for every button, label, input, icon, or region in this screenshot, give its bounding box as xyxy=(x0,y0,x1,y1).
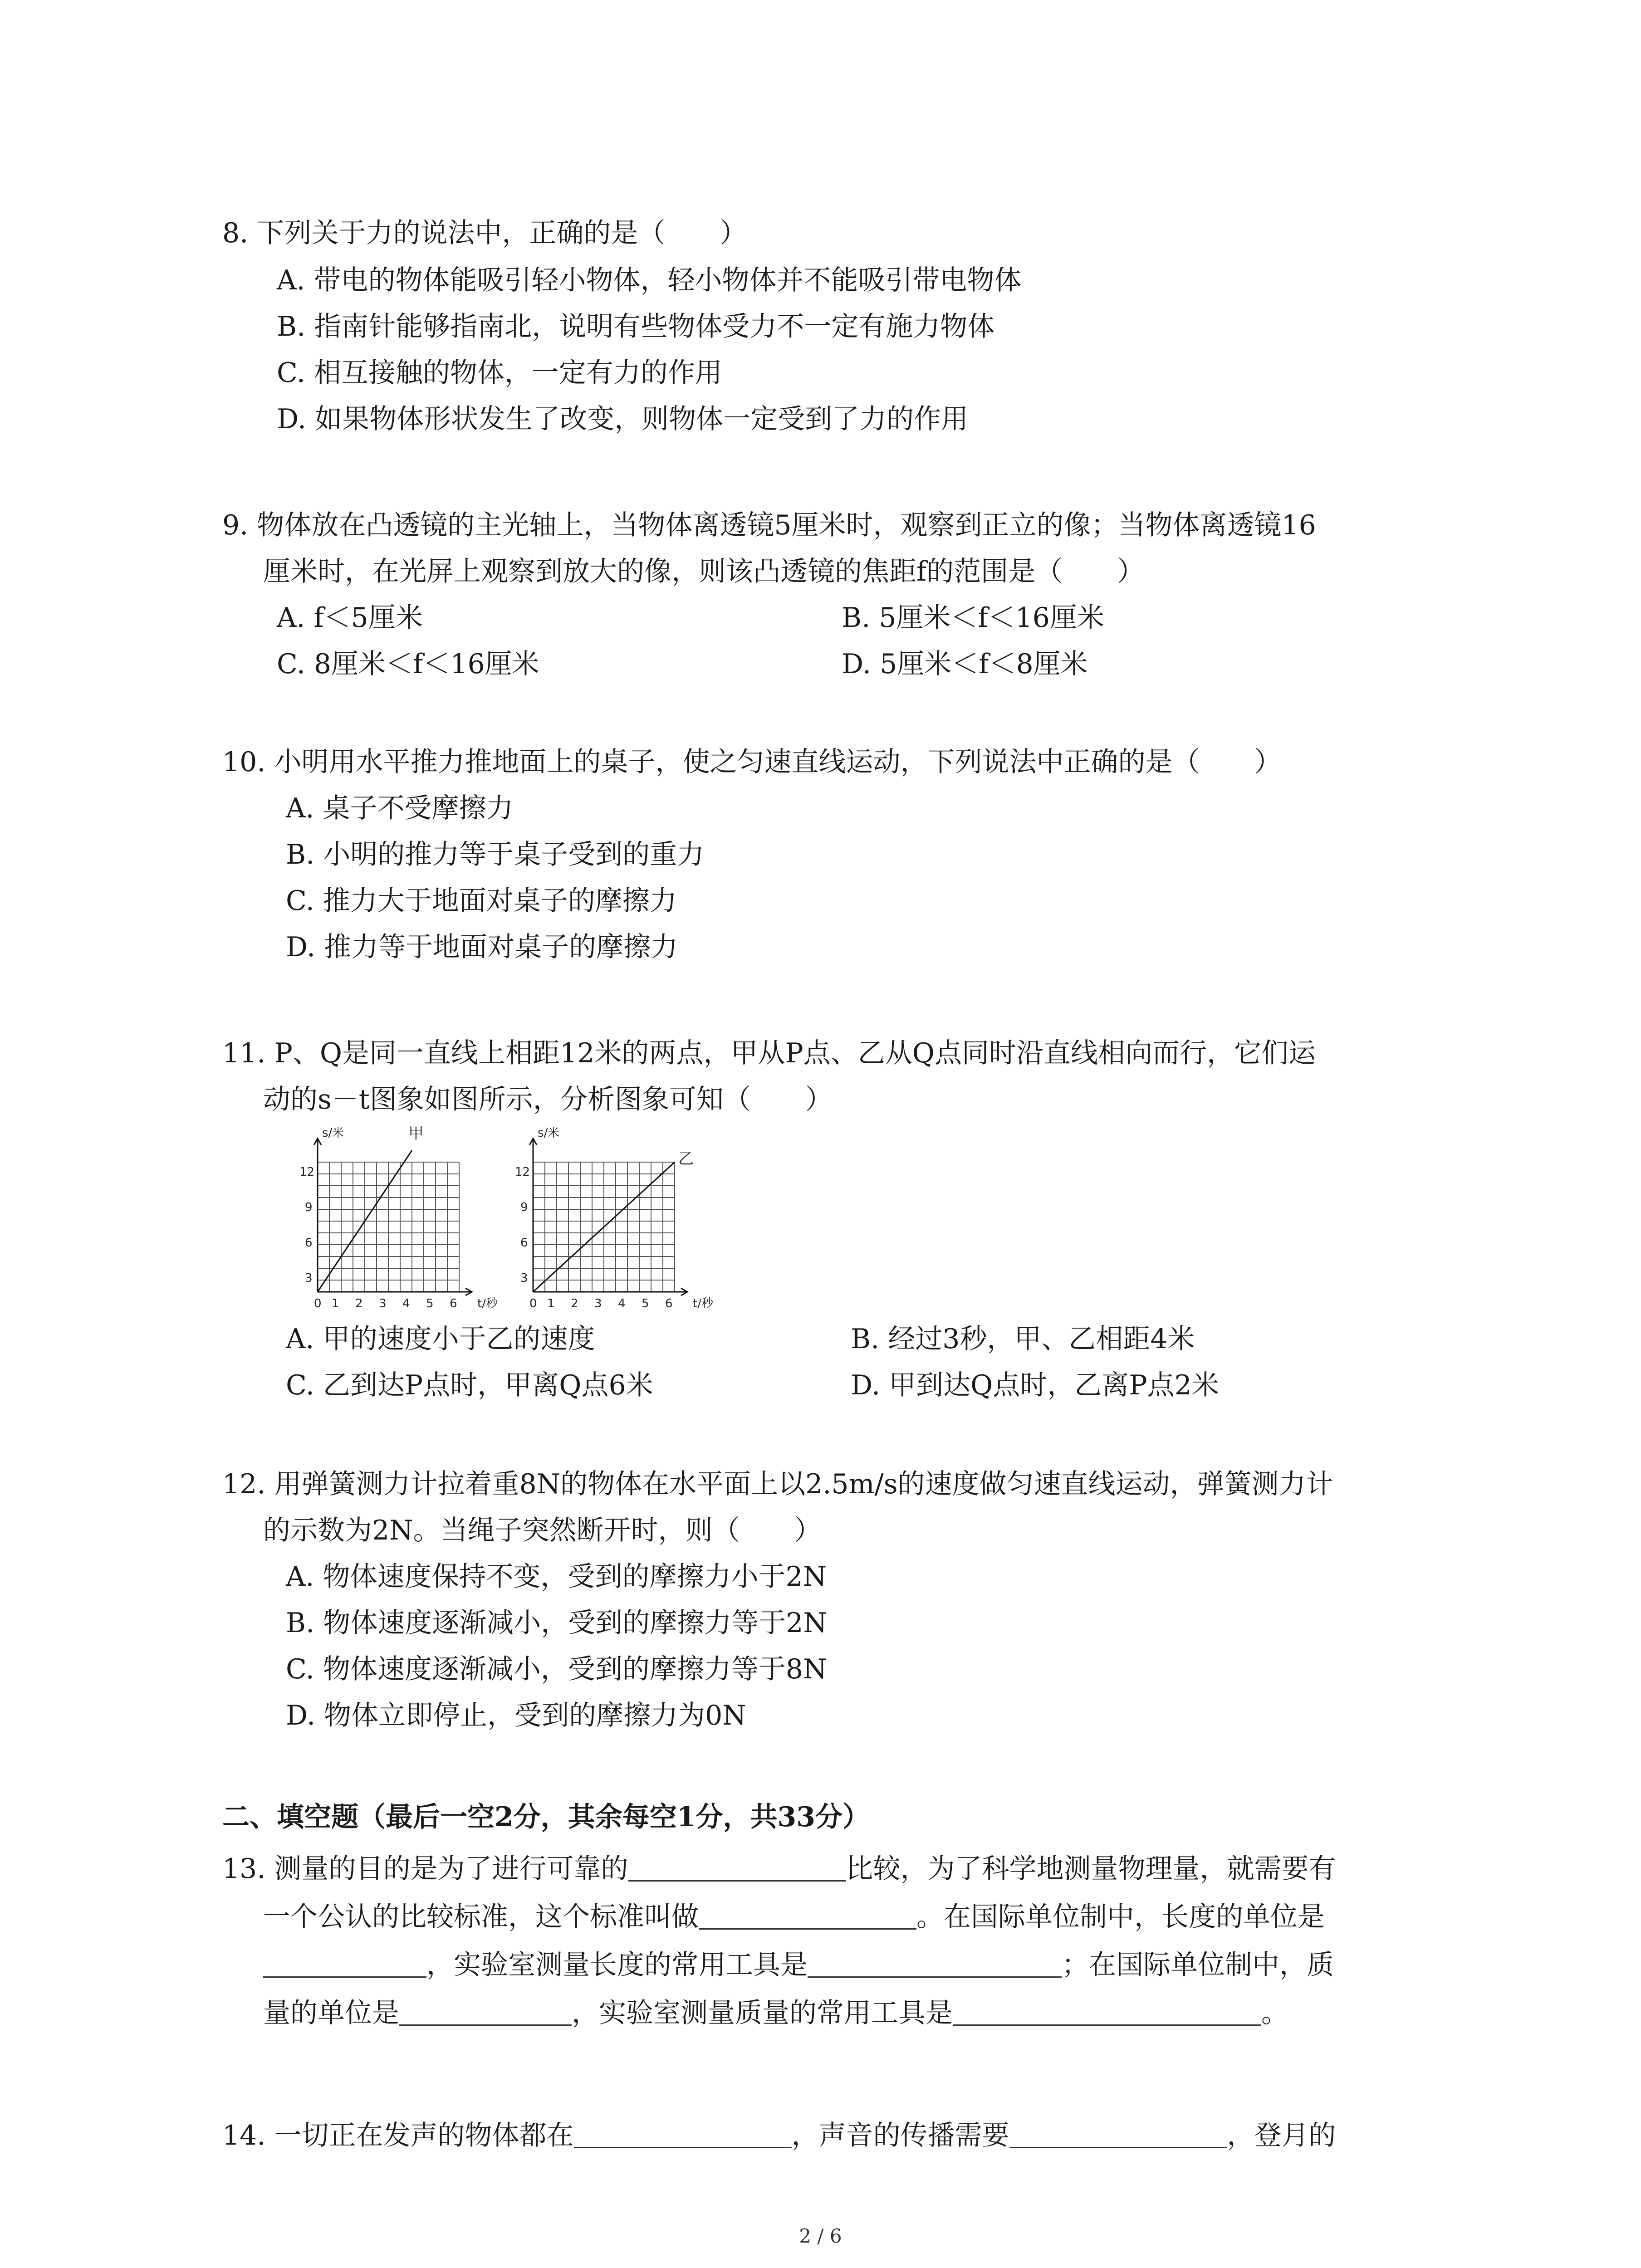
graph-yi-ytick-9: 9 xyxy=(520,1201,528,1214)
graph-jia-xtick-5: 5 xyxy=(426,1297,434,1310)
graph-jia-xtick-4: 4 xyxy=(402,1297,410,1310)
q11-option-b: B. 经过3秒，甲、乙相距4米 xyxy=(851,1323,1195,1355)
graph-yi-ytick-12: 12 xyxy=(515,1165,530,1179)
graph-yi-xtick-5: 5 xyxy=(642,1297,649,1310)
q8-option-c: C. 相互接触的物体，一定有力的作用 xyxy=(277,357,722,389)
graph-yi-xtick-0: 0 xyxy=(529,1297,537,1310)
q8-option-d: D. 如果物体形状发生了改变，则物体一定受到了力的作用 xyxy=(277,403,969,435)
q13-text-4b: ，实验室测量质量的常用工具是 xyxy=(572,1997,953,2029)
q13-line-4 xyxy=(263,1995,1288,2031)
graph-yi-xtick-4: 4 xyxy=(618,1297,626,1310)
graph-jia xyxy=(272,1125,508,1315)
q13-text-4a: 量的单位是 xyxy=(263,1997,399,2029)
q9-option-b: B. 5厘米＜f＜16厘米 xyxy=(842,602,1104,634)
q13-blank-6[interactable] xyxy=(953,1996,1261,2026)
q14-text-b: ，声音的传播需要 xyxy=(791,2120,1009,2151)
q11-option-d: D. 甲到达Q点时，乙离P点2米 xyxy=(851,1369,1219,1401)
q13-blank-1[interactable] xyxy=(628,1852,846,1882)
q9-option-a: A. f＜5厘米 xyxy=(277,602,423,634)
q13-blank-4[interactable] xyxy=(808,1948,1062,1978)
q9-stem: 9. 物体放在凸透镜的主光轴上，当物体离透镜5厘米时，观察到正立的像；当物体离透镜16 xyxy=(222,509,1316,541)
graph-jia-ytick-6: 6 xyxy=(305,1236,313,1250)
q12-option-c: C. 物体速度逐渐减小，受到的摩擦力等于8N xyxy=(286,1653,827,1685)
q13-blank-5[interactable] xyxy=(399,1996,572,2026)
q14-text-a: 14. 一切正在发声的物体都在 xyxy=(222,2120,574,2151)
q11-stem: 11. P、Q是同一直线上相距12米的两点，甲从P点、乙从Q点同时沿直线相向而行，它们运 xyxy=(222,1037,1316,1069)
graph-yi-ytick-3: 3 xyxy=(520,1271,528,1285)
q10-option-b: B. 小明的推力等于桌子受到的重力 xyxy=(286,839,705,870)
graph-jia-xtick-2: 2 xyxy=(355,1297,363,1310)
q13-blank-2[interactable] xyxy=(699,1900,916,1930)
q12-option-b: B. 物体速度逐渐减小，受到的摩擦力等于2N xyxy=(286,1607,827,1639)
q11-option-c: C. 乙到达P点时，甲离Q点6米 xyxy=(286,1369,653,1401)
graph-yi-xtick-3: 3 xyxy=(594,1297,602,1310)
q8-stem: 8. 下列关于力的说法中，正确的是（ ） xyxy=(222,217,747,249)
q8-option-b: B. 指南针能够指南北，说明有些物体受力不一定有施力物体 xyxy=(277,311,995,342)
q13-line-3 xyxy=(263,1947,1334,1983)
q9-option-d: D. 5厘米＜f＜8厘米 xyxy=(842,648,1088,680)
q12-stem: 12. 用弹簧测力计拉着重8N的物体在水平面上以2.5m/s的速度做匀速直线运动，弹簧测力计 xyxy=(222,1468,1333,1500)
q13-text-2b: 。在国际单位制中，长度的单位是 xyxy=(916,1901,1325,1933)
graph-jia-xtick-3: 3 xyxy=(379,1297,387,1310)
graph-jia-y-unit: s/米 xyxy=(322,1126,344,1140)
q14-blank-1[interactable] xyxy=(574,2119,792,2148)
q11-option-a: A. 甲的速度小于乙的速度 xyxy=(286,1323,595,1355)
q13-blank-3[interactable] xyxy=(263,1948,426,1978)
graph-yi-xtick-6: 6 xyxy=(665,1297,673,1310)
q12-option-d: D. 物体立即停止，受到的摩擦力为0N xyxy=(286,1700,746,1731)
graph-jia-ytick-9: 9 xyxy=(305,1201,313,1214)
section-2-title: 二、填空题（最后一空2分，其余每空1分，共33分） xyxy=(222,1801,870,1833)
graph-jia-xtick-6: 6 xyxy=(450,1297,457,1310)
q13-text-1a: 13. 测量的目的是为了进行可靠的 xyxy=(222,1853,628,1885)
q11-stem-cont: 动的s－t图象如图所示，分析图象可知（ ） xyxy=(263,1084,833,1115)
graph-jia-ytick-3: 3 xyxy=(305,1271,313,1285)
graph-yi xyxy=(488,1125,733,1315)
q10-option-a: A. 桌子不受摩擦力 xyxy=(286,792,514,824)
graph-yi-xtick-1: 1 xyxy=(547,1297,555,1310)
q13-line-2 xyxy=(263,1899,1325,1935)
q12-stem-cont: 的示数为2N。当绳子突然断开时，则（ ） xyxy=(263,1515,822,1546)
graph-jia-label: 甲 xyxy=(408,1125,424,1143)
graph-yi-xtick-2: 2 xyxy=(571,1297,578,1310)
q8-option-a: A. 带电的物体能吸引轻小物体，轻小物体并不能吸引带电物体 xyxy=(277,264,1022,296)
q14-text-c: ，登月的 xyxy=(1227,2120,1336,2151)
q12-option-a: A. 物体速度保持不变，受到的摩擦力小于2N xyxy=(286,1561,827,1593)
q9-stem-cont: 厘米时，在光屏上观察到放大的像，则该凸透镜的焦距f的范围是（ ） xyxy=(263,556,1145,587)
q10-option-c: C. 推力大于地面对桌子的摩擦力 xyxy=(286,885,677,917)
graph-jia-xtick-0: 0 xyxy=(314,1297,322,1310)
q13-line-1 xyxy=(222,1851,1336,1887)
graph-jia-xtick-1: 1 xyxy=(332,1297,339,1310)
graph-yi-ytick-6: 6 xyxy=(520,1236,528,1250)
page-number: 2 / 6 xyxy=(799,2225,842,2247)
q13-text-4c: 。 xyxy=(1261,1997,1288,2029)
graph-yi-x-unit: t/秒 xyxy=(693,1297,713,1310)
q13-text-1b: 比较，为了科学地测量物理量，就需要有 xyxy=(846,1853,1336,1885)
q13-text-2a: 一个公认的比较标准，这个标准叫做 xyxy=(263,1901,699,1933)
q14-line-1 xyxy=(222,2117,1336,2154)
graph-jia-grid xyxy=(318,1162,459,1292)
graph-yi-label: 乙 xyxy=(678,1150,694,1168)
q14-blank-2[interactable] xyxy=(1009,2119,1227,2148)
q9-option-c: C. 8厘米＜f＜16厘米 xyxy=(277,648,539,680)
graph-jia-x-unit: t/秒 xyxy=(477,1297,498,1310)
q13-text-3b: ；在国际单位制中，质 xyxy=(1062,1949,1334,1981)
q10-option-d: D. 推力等于地面对桌子的摩擦力 xyxy=(286,931,678,963)
graph-jia-ytick-12: 12 xyxy=(299,1165,315,1179)
graph-yi-y-unit: s/米 xyxy=(538,1126,560,1140)
q13-text-3a: ，实验室测量长度的常用工具是 xyxy=(426,1949,808,1981)
q10-stem: 10. 小明用水平推力推地面上的桌子，使之匀速直线运动，下列说法中正确的是（ ） xyxy=(222,746,1282,778)
